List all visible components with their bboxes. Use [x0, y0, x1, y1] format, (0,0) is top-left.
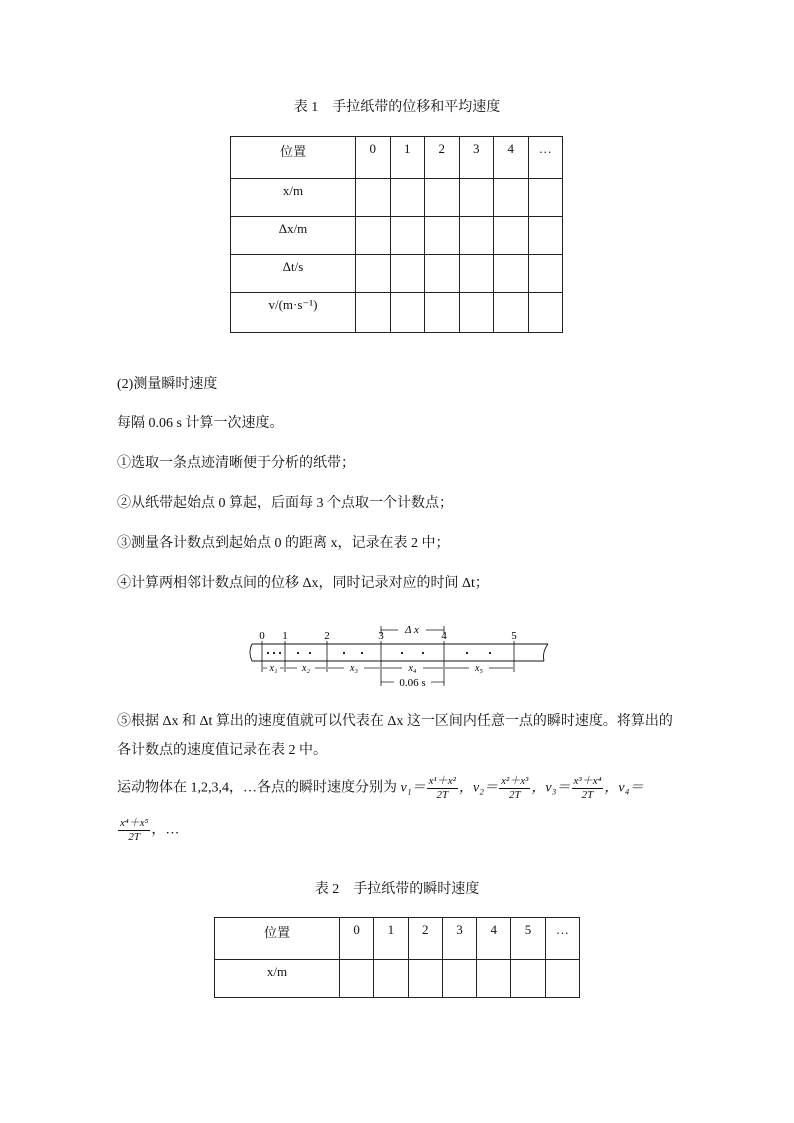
table1-caption: 表 1 手拉纸带的位移和平均速度 [293, 100, 501, 115]
table2-header-cell: 3 [442, 918, 476, 960]
table-cell [477, 960, 511, 998]
table-cell [390, 179, 425, 217]
table-cell [459, 293, 494, 333]
table-cell [528, 217, 563, 255]
formula-v3: ，v₃＝ [531, 780, 571, 796]
table-cell [390, 255, 425, 293]
point-label: 3 [378, 630, 384, 642]
table-cell [425, 179, 460, 217]
step-3: ③测量各计数点到起始点 0 的距离 x，记录在表 2 中； [117, 536, 450, 551]
table-cell [442, 960, 476, 998]
table1-header-cell: 0 [356, 137, 391, 179]
point-label: 2 [324, 630, 330, 642]
table-cell [390, 217, 425, 255]
table-cell [494, 217, 529, 255]
table2-header-cell: 1 [374, 918, 408, 960]
table2-header-cell: 5 [511, 918, 545, 960]
table1-row-label: v/(m·s⁻¹) [231, 293, 356, 333]
table2-header-row [215, 918, 580, 960]
table-cell [459, 179, 494, 217]
table-cell [356, 255, 391, 293]
table-cell [356, 217, 391, 255]
formula-line2 [117, 817, 179, 844]
table1-row-label: x/m [231, 179, 356, 217]
table2-header-cell: 2 [408, 918, 442, 960]
tape-dot [343, 652, 345, 654]
fraction-denominator: 2T [508, 789, 521, 801]
tape-dots [267, 652, 491, 654]
segment-label-x1: x₁ [269, 663, 278, 674]
segment-label-x4: x₄ [408, 663, 417, 674]
step-4: ④计算两相邻计数点间的位移 Δx，同时记录对应的时间 Δt； [117, 576, 489, 591]
tape-dot [422, 652, 424, 654]
table1-header-cell: 位置 [231, 137, 356, 179]
fraction-numerator: x³＋x⁴ [573, 775, 602, 787]
fraction-denominator: 2T [128, 831, 141, 843]
segment-label-x2: x₂ [302, 663, 310, 674]
formula-prefix: 运动物体在 1,2,3,4，…各点的瞬时速度分别为 [117, 780, 401, 796]
intro-text: 每隔 0.06 s 计算一次速度。 [117, 416, 284, 431]
tape-dot [279, 652, 281, 654]
table-cell [511, 960, 545, 998]
formula-suffix: ，… [151, 822, 180, 838]
table-row [231, 293, 563, 333]
section-title: (2)测量瞬时速度 [117, 377, 218, 392]
formula-v2: ，v₂＝ [458, 780, 499, 796]
tape-dot [361, 652, 363, 654]
step-2: ②从纸带起始点 0 算起，后面每 3 个点取一个计数点； [117, 496, 453, 511]
table-cell [459, 255, 494, 293]
step-1: ①选取一条点迹清晰便于分析的纸带； [117, 456, 355, 471]
fraction-denominator: 2T [436, 789, 449, 801]
point-label: 1 [282, 630, 288, 642]
tape-dot [466, 652, 468, 654]
table2-header-cell: 位置 [215, 918, 340, 960]
formula-v1: v₁＝ [400, 780, 426, 796]
table-cell [425, 217, 460, 255]
table1-header-cell: 2 [425, 137, 460, 179]
table-cell [528, 293, 563, 333]
table-row [231, 179, 563, 217]
table-row [231, 255, 563, 293]
fraction-numerator: x⁴＋x⁵ [120, 817, 149, 829]
table-cell [528, 255, 563, 293]
table-row [215, 960, 580, 998]
table-cell [494, 293, 529, 333]
tape-dot [309, 652, 311, 654]
table-row [231, 217, 563, 255]
table-cell [390, 293, 425, 333]
fraction-denominator: 2T [581, 789, 594, 801]
step-5-line1: ⑤根据 Δx 和 Δt 算出的速度值就可以代表在 Δx 这一区间内任意一点的瞬时速度。将算出的 [117, 714, 673, 729]
paper-tape-diagram [246, 612, 556, 694]
table1-header-cell: … [528, 137, 563, 179]
table-cell [408, 960, 442, 998]
formula-fraction-4 [118, 817, 150, 844]
table-cell [494, 255, 529, 293]
tape-dot [297, 652, 299, 654]
table2-header-cell: 4 [477, 918, 511, 960]
table1-header-cell: 3 [459, 137, 494, 179]
table1-header-row [231, 137, 563, 179]
formula-fraction-2 [499, 775, 530, 802]
formula-fraction-3 [572, 775, 604, 802]
table-cell [545, 960, 579, 998]
table-cell [425, 293, 460, 333]
formula-v4: ，v₄＝ [604, 780, 644, 796]
table1-row-label: Δt/s [231, 255, 356, 293]
segment-label-x3: x₃ [350, 663, 358, 674]
tape-dot [273, 652, 275, 654]
point-label: 5 [511, 630, 517, 642]
table2-row-label: x/m [215, 960, 340, 998]
tape-dot [401, 652, 403, 654]
delta-x-label: Δ x [405, 624, 419, 636]
table-cell [425, 255, 460, 293]
table2-caption: 表 2 手拉纸带的瞬时速度 [314, 882, 480, 897]
time-label: 0.06 s [399, 677, 426, 689]
point-label: 0 [259, 630, 265, 642]
table-cell [494, 179, 529, 217]
table-cell [459, 217, 494, 255]
table1-header-cell: 4 [494, 137, 529, 179]
table1-row-label: Δx/m [231, 217, 356, 255]
table-cell [356, 293, 391, 333]
table2-header-cell: … [545, 918, 579, 960]
formula-line1 [117, 775, 644, 802]
table1-header-cell: 1 [390, 137, 425, 179]
tape-dot [489, 652, 491, 654]
segment-label-x5: x₅ [475, 663, 483, 674]
table2-header-cell: 0 [340, 918, 374, 960]
tape-right-end [544, 644, 549, 661]
fraction-numerator: x¹＋x² [428, 775, 456, 787]
table1 [230, 136, 563, 333]
table-cell [374, 960, 408, 998]
table-cell [356, 179, 391, 217]
table-cell [528, 179, 563, 217]
fraction-numerator: x²＋x³ [501, 775, 529, 787]
formula-fraction-1 [427, 775, 458, 802]
step-5-line2: 各计数点的速度值记录在表 2 中。 [117, 743, 327, 758]
tape-left-end [250, 644, 252, 661]
table-cell [340, 960, 374, 998]
point-label: 4 [441, 630, 447, 642]
tape-dot [267, 652, 269, 654]
table2 [214, 917, 580, 998]
